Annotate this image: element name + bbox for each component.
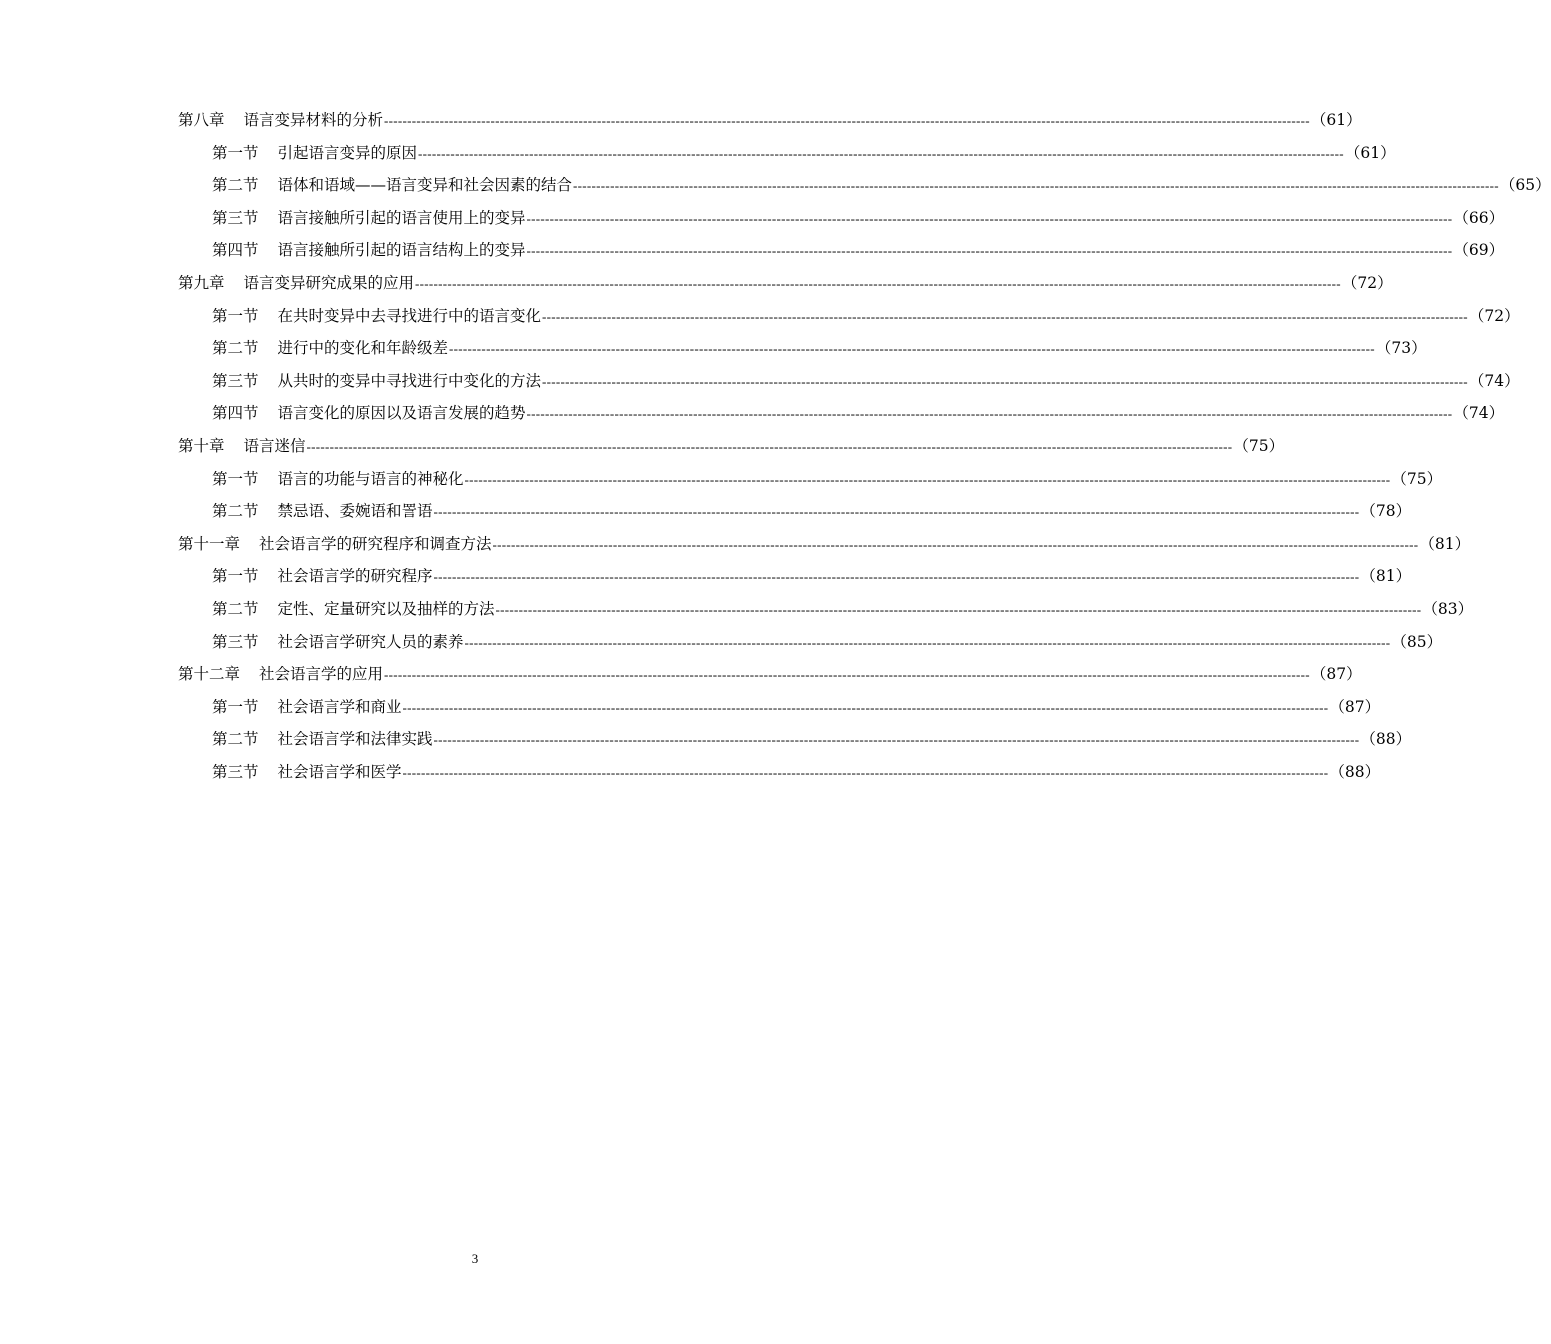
dot-leader: -------------------------------------------------------------------------------------------------------------------------------------------------------------------------------------------------------- [384,113,1310,128]
entry-page-number: （61） [1310,111,1362,129]
toc-section-entry [178,496,1412,529]
entry-title: 社会语言学的应用 [259,665,384,684]
entry-page-number: （75） [1233,436,1285,455]
entry-page-number: （85） [1391,632,1443,651]
toc-section-entry [178,170,1551,203]
entry-title: 语言变异研究成果的应用 [243,273,415,292]
toc-section-entry [178,594,1474,627]
toc-section-entry [178,692,1381,725]
entry-number: 第三节 [212,632,259,651]
entry-number: 第二节 [212,599,259,618]
entry-title: 社会语言学和商业 [277,697,402,716]
dot-leader: -------------------------------------------------------------------------------------------------------------------------------------------------------------------------------------------------------- [464,634,1391,650]
toc-chapter-entry [178,105,1362,138]
entry-number: 第四节 [212,241,259,260]
dot-leader: -------------------------------------------------------------------------------------------------------------------------------------------------------------------------------------------------------- [433,569,1360,585]
toc-section-entry [178,333,1427,366]
dot-leader: -------------------------------------------------------------------------------------------------------------------------------------------------------------------------------------------------------- [433,732,1360,748]
entry-number: 第三节 [212,371,259,390]
dot-leader: -------------------------------------------------------------------------------------------------------------------------------------------------------------------------------------------------------- [384,667,1310,683]
entry-number: 第一节 [212,306,259,325]
entry-title: 语言的功能与语言的神秘化 [277,469,464,488]
entry-title: 语言接触所引起的语言使用上的变异 [277,208,526,227]
toc-section-entry [178,757,1381,790]
dot-leader: -------------------------------------------------------------------------------------------------------------------------------------------------------------------------------------------------------- [492,536,1419,552]
toc-section-entry [178,627,1443,660]
entry-number: 第十一章 [178,534,241,553]
toc-section-entry [178,464,1443,497]
entry-page-number: （73） [1375,339,1427,358]
dot-leader: -------------------------------------------------------------------------------------------------------------------------------------------------------------------------------------------------------- [464,471,1391,487]
toc-section-entry [178,301,1520,334]
entry-title: 语言变异材料的分析 [243,111,384,129]
entry-title: 语言变化的原因以及语言发展的趋势 [277,404,526,423]
dot-leader: -------------------------------------------------------------------------------------------------------------------------------------------------------------------------------------------------------- [402,764,1329,780]
dot-leader: -------------------------------------------------------------------------------------------------------------------------------------------------------------------------------------------------------- [433,504,1360,520]
toc-section-entry [178,235,1505,268]
entry-title: 语言接触所引起的语言结构上的变异 [277,241,526,260]
toc-section-entry [178,138,1396,171]
entry-number: 第二节 [212,502,259,521]
dot-leader: -------------------------------------------------------------------------------------------------------------------------------------------------------------------------------------------------------- [542,373,1468,389]
entry-title: 在共时变异中去寻找进行中的语言变化 [277,306,542,325]
entry-title: 引起语言变异的原因 [277,143,418,162]
entry-page-number: （87） [1310,665,1362,684]
toc-chapter-entry [178,268,1393,301]
entry-title: 定性、定量研究以及抽样的方法 [277,599,495,618]
entry-number: 第十二章 [178,665,241,684]
entry-title: 语体和语域——语言变异和社会因素的结合 [277,176,573,195]
entry-number: 第一节 [212,143,259,162]
entry-number: 第九章 [178,273,225,292]
entry-title: 从共时的变异中寻找进行中变化的方法 [277,371,542,390]
entry-title: 进行中的变化和年龄级差 [277,339,449,358]
entry-title: 社会语言学和法律实践 [277,730,433,749]
entry-number: 第一节 [212,567,259,586]
dot-leader: -------------------------------------------------------------------------------------------------------------------------------------------------------------------------------------------------------- [449,341,1375,357]
entry-page-number: （72） [1341,273,1393,292]
entry-number: 第二节 [212,730,259,749]
toc-chapter-entry [178,659,1362,692]
dot-leader: -------------------------------------------------------------------------------------------------------------------------------------------------------------------------------------------------------- [306,438,1233,454]
entry-number: 第八章 [178,111,225,129]
entry-title: 语言迷信 [243,436,306,455]
page-number: 3 [471,1251,479,1266]
entry-page-number: （72） [1468,306,1520,325]
dot-leader: -------------------------------------------------------------------------------------------------------------------------------------------------------------------------------------------------------- [418,145,1344,161]
dot-leader: -------------------------------------------------------------------------------------------------------------------------------------------------------------------------------------------------------- [415,275,1341,291]
entry-page-number: （87） [1329,697,1381,716]
dot-leader: -------------------------------------------------------------------------------------------------------------------------------------------------------------------------------------------------------- [526,243,1453,259]
table-of-contents [178,105,1551,789]
entry-page-number: （65） [1499,176,1551,195]
entry-title: 禁忌语、委婉语和詈语 [277,502,433,521]
entry-title: 社会语言学的研究程序和调查方法 [259,534,492,553]
entry-number: 第十章 [178,436,225,455]
entry-page-number: （75） [1391,469,1443,488]
toc-chapter-entry [178,529,1471,562]
entry-number: 第四节 [212,404,259,423]
entry-page-number: （61） [1344,143,1396,162]
dot-leader: -------------------------------------------------------------------------------------------------------------------------------------------------------------------------------------------------------- [402,699,1329,715]
entry-page-number: （74） [1453,404,1505,423]
entry-page-number: （83） [1422,599,1474,618]
dot-leader: -------------------------------------------------------------------------------------------------------------------------------------------------------------------------------------------------------- [526,406,1453,422]
toc-chapter-entry [178,431,1285,464]
entry-page-number: （81） [1360,567,1412,586]
entry-page-number: （78） [1360,502,1412,521]
toc-section-entry [178,561,1412,594]
entry-number: 第一节 [212,697,259,716]
toc-section-entry [178,366,1520,399]
dot-leader: -------------------------------------------------------------------------------------------------------------------------------------------------------------------------------------------------------- [542,308,1468,324]
entry-page-number: （81） [1419,534,1471,553]
toc-section-entry [178,398,1505,431]
entry-page-number: （74） [1468,371,1520,390]
entry-title: 社会语言学的研究程序 [277,567,433,586]
entry-number: 第三节 [212,208,259,227]
entry-number: 第三节 [212,762,259,781]
entry-title: 社会语言学研究人员的素养 [277,632,464,651]
entry-page-number: （88） [1360,730,1412,749]
entry-number: 第二节 [212,339,259,358]
entry-number: 第一节 [212,469,259,488]
entry-page-number: （66） [1453,208,1505,227]
entry-number: 第二节 [212,176,259,195]
entry-page-number: （88） [1329,762,1381,781]
toc-section-entry [178,724,1412,757]
toc-section-entry [178,203,1505,236]
dot-leader: -------------------------------------------------------------------------------------------------------------------------------------------------------------------------------------------------------- [526,210,1453,226]
entry-page-number: （69） [1453,241,1505,260]
dot-leader: -------------------------------------------------------------------------------------------------------------------------------------------------------------------------------------------------------- [495,601,1422,617]
entry-title: 社会语言学和医学 [277,762,402,781]
dot-leader: -------------------------------------------------------------------------------------------------------------------------------------------------------------------------------------------------------- [573,178,1499,194]
